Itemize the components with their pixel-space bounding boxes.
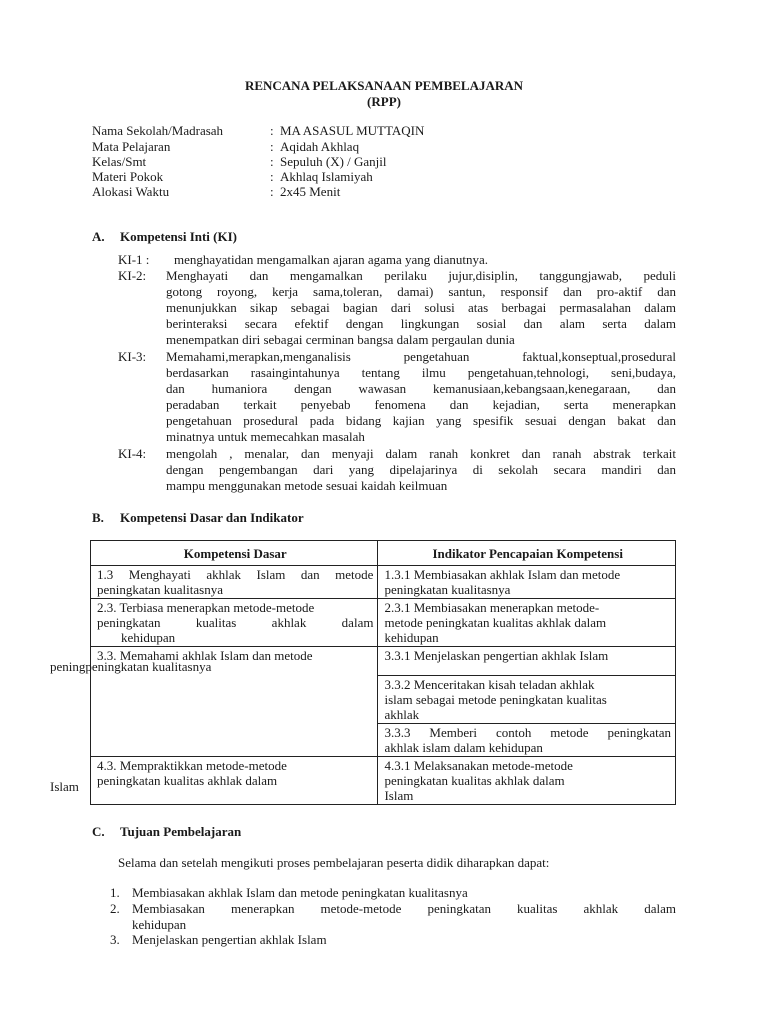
ki-line: dengan pengembangan dari yang dipelajarinya di sekolah secara mandiri dan [166,462,676,477]
table-cell-indikator [378,757,676,805]
ki-line: Memahami,merapkan,menganalisis pengetahuan faktual,konseptual,prosedural [166,349,676,364]
ki-line: minatnya untuk memecahkan masalah [166,429,365,444]
table-row [91,566,676,599]
identity-row-school [92,123,692,139]
section-a-heading [92,229,237,245]
identity-colon: : [270,169,274,184]
table-header-indikator: Indikator Pencapaian Kompetensi [378,541,676,566]
table-header-row [91,541,676,566]
ki-text [166,446,676,494]
document-title: RENCANA PELAKSANAAN PEMBELAJARAN [244,78,524,93]
cell-line: 3.3.1 Menjelaskan pengertian akhlak Islam [384,648,609,663]
cell-line: 4.3. Mempraktikkan metode-metode [97,758,287,773]
cell-line: islam sebagai metode peningkatan kualitas [384,692,607,707]
cell-line: peningkatan kualitas akhlak dalam [384,773,565,788]
cell-line: 1.3.1 Membiasakan akhlak Islam dan metode [384,567,621,582]
list-text [132,932,676,948]
identity-label: Alokasi Waktu [92,184,170,199]
cell-line: kehidupan [121,630,176,645]
identity-row-time [92,184,692,200]
ki-line: menunjukkan sikap sebagai bagian dari solusi atas berbagai permasalahan dalam [166,300,676,315]
list-number: 1. [110,885,120,900]
cell-line: 3.3.3 Memberi contoh metode peningkatan [384,725,671,740]
ki-text [166,349,676,445]
section-letter: B. [92,510,104,525]
ki-line: pengetahuan prosedural pada bidang kajian yang spesifik sesuai dengan bakat dan [166,413,676,428]
ki-text [166,268,676,348]
identity-value: Aqidah Akhlaq [280,139,360,154]
section-title: Tujuan Pembelajaran [120,824,242,839]
table-header-kd: Kompetensi Dasar [91,541,378,566]
ki-line: mampu menggunakan metode sesuai kaidah keilmuan [166,478,448,493]
cell-line: peningkatan kualitas akhlak dalam [97,773,278,788]
list-line: kehidupan [132,917,187,932]
identity-value: 2x45 Menit [280,184,341,199]
identity-label: Mata Pelajaran [92,139,171,154]
document-subtitle: (RPP) [367,94,401,109]
ki-line: menempatkan diri sebagai cerminan bangsa dalam pergaulan dunia [166,332,515,347]
cell-line: akhlak [384,707,420,722]
identity-colon: : [270,123,274,138]
identity-label: Materi Pokok [92,169,164,184]
list-line: Membiasakan menerapkan metode-metode peningkatan kualitas akhlak dalam [132,901,676,916]
section-b-heading [92,510,304,526]
identity-colon: : [270,154,274,169]
ki-line: Menghayati dan mengamalkan perilaku jujur,disiplin, tanggungjawab, peduli [166,268,676,283]
cell-line: kehidupan [384,630,439,645]
cell-line: Islam [384,788,414,803]
ki-line: peradaban terkait penyebab fenomena dan kejadian, serta menerapkan [166,397,676,412]
table-row [91,599,676,647]
ki-label: KI-3: [118,349,147,364]
table-cell-kd [91,599,378,647]
ki-label: KI-1 : [118,252,150,267]
ki-line: dan humaniora dengan wawasan kemanusiaan,kebangsaan,kenegaraan, dan [166,381,676,396]
table-cell-kd [91,566,378,599]
ki-label: KI-2: [118,268,147,283]
overflow-text-kd-4-3: Islam [50,779,79,794]
overflow-text-kd-3-3: peningpeningkatan kualitasnya [50,659,212,674]
table-cell-indikator [378,724,676,757]
identity-label: Kelas/Smt [92,154,147,169]
identity-value: Sepuluh (X) / Ganjil [280,154,387,169]
cell-line: 3.3.2 Menceritakan kisah teladan akhlak [384,677,595,692]
cell-line: peningkatan kualitasnya [97,582,223,597]
cell-line: 1.3 Menghayati akhlak Islam dan metode [97,567,374,582]
section-title: Kompetensi Inti (KI) [120,229,237,244]
list-line: Menjelaskan pengertian akhlak Islam [132,932,327,947]
ki-line: berdasarkan rasaingintahunya tentang ilmu pengetahuan,tehnologi, seni,budaya, [166,365,676,380]
ki-line: gotong royong, kerja sama,toleran, damai) santun, responsif dan pro-aktif dan [166,284,676,299]
identity-row-topic [92,169,692,185]
cell-line: peningkatan kualitas akhlak dalam [97,615,374,630]
identity-value: Akhlaq Islamiyah [280,169,373,184]
cell-line: metode peningkatan kualitas akhlak dalam [384,615,607,630]
identity-row-class [92,154,692,170]
ki-line: berinteraksi secara efektif dengan lingkungan sosial dan alam serta dalam [166,316,676,331]
list-line: Membiasakan akhlak Islam dan metode peningkatan kualitasnya [132,885,468,900]
table-cell-indikator [378,647,676,676]
cell-line: 2.3. Terbiasa menerapkan metode-metode [97,600,315,615]
identity-label: Nama Sekolah/Madrasah [92,123,224,138]
table-row [91,757,676,805]
ki-text [174,252,676,268]
table-cell-kd [91,757,378,805]
identity-row-subject [92,139,692,155]
identity-colon: : [270,184,274,199]
table-cell-indikator [378,676,676,724]
section-letter: A. [92,229,105,244]
cell-line: 2.3.1 Membiasakan menerapkan metode- [384,600,600,615]
list-number: 3. [110,932,120,947]
ki-label: KI-4: [118,446,147,461]
ki-line: mengolah , menalar, dan menyaji dalam ranah konkret dan ranah abstrak terkait [166,446,676,461]
tujuan-intro: Selama dan setelah mengikuti proses pembelajaran peserta didik diharapkan dapat: [118,855,550,870]
cell-line: 4.3.1 Melaksanakan metode-metode [384,758,573,773]
identity-value: MA ASASUL MUTTAQIN [280,123,425,138]
section-c-heading [92,824,241,840]
cell-line: akhlak islam dalam kehidupan [384,740,543,755]
section-title: Kompetensi Dasar dan Indikator [120,510,304,525]
cell-line: peningkatan kualitasnya [384,582,511,597]
ki-line: menghayatidan mengamalkan ajaran agama yang dianutnya. [174,252,489,267]
identity-colon: : [270,139,274,154]
cell-line: 3.3. Memahami akhlak Islam dan metode [97,648,313,663]
list-text [132,885,676,901]
section-letter: C. [92,824,105,839]
table-cell-indikator [378,566,676,599]
list-number: 2. [110,901,120,916]
list-text [132,901,676,933]
table-cell-indikator [378,599,676,647]
